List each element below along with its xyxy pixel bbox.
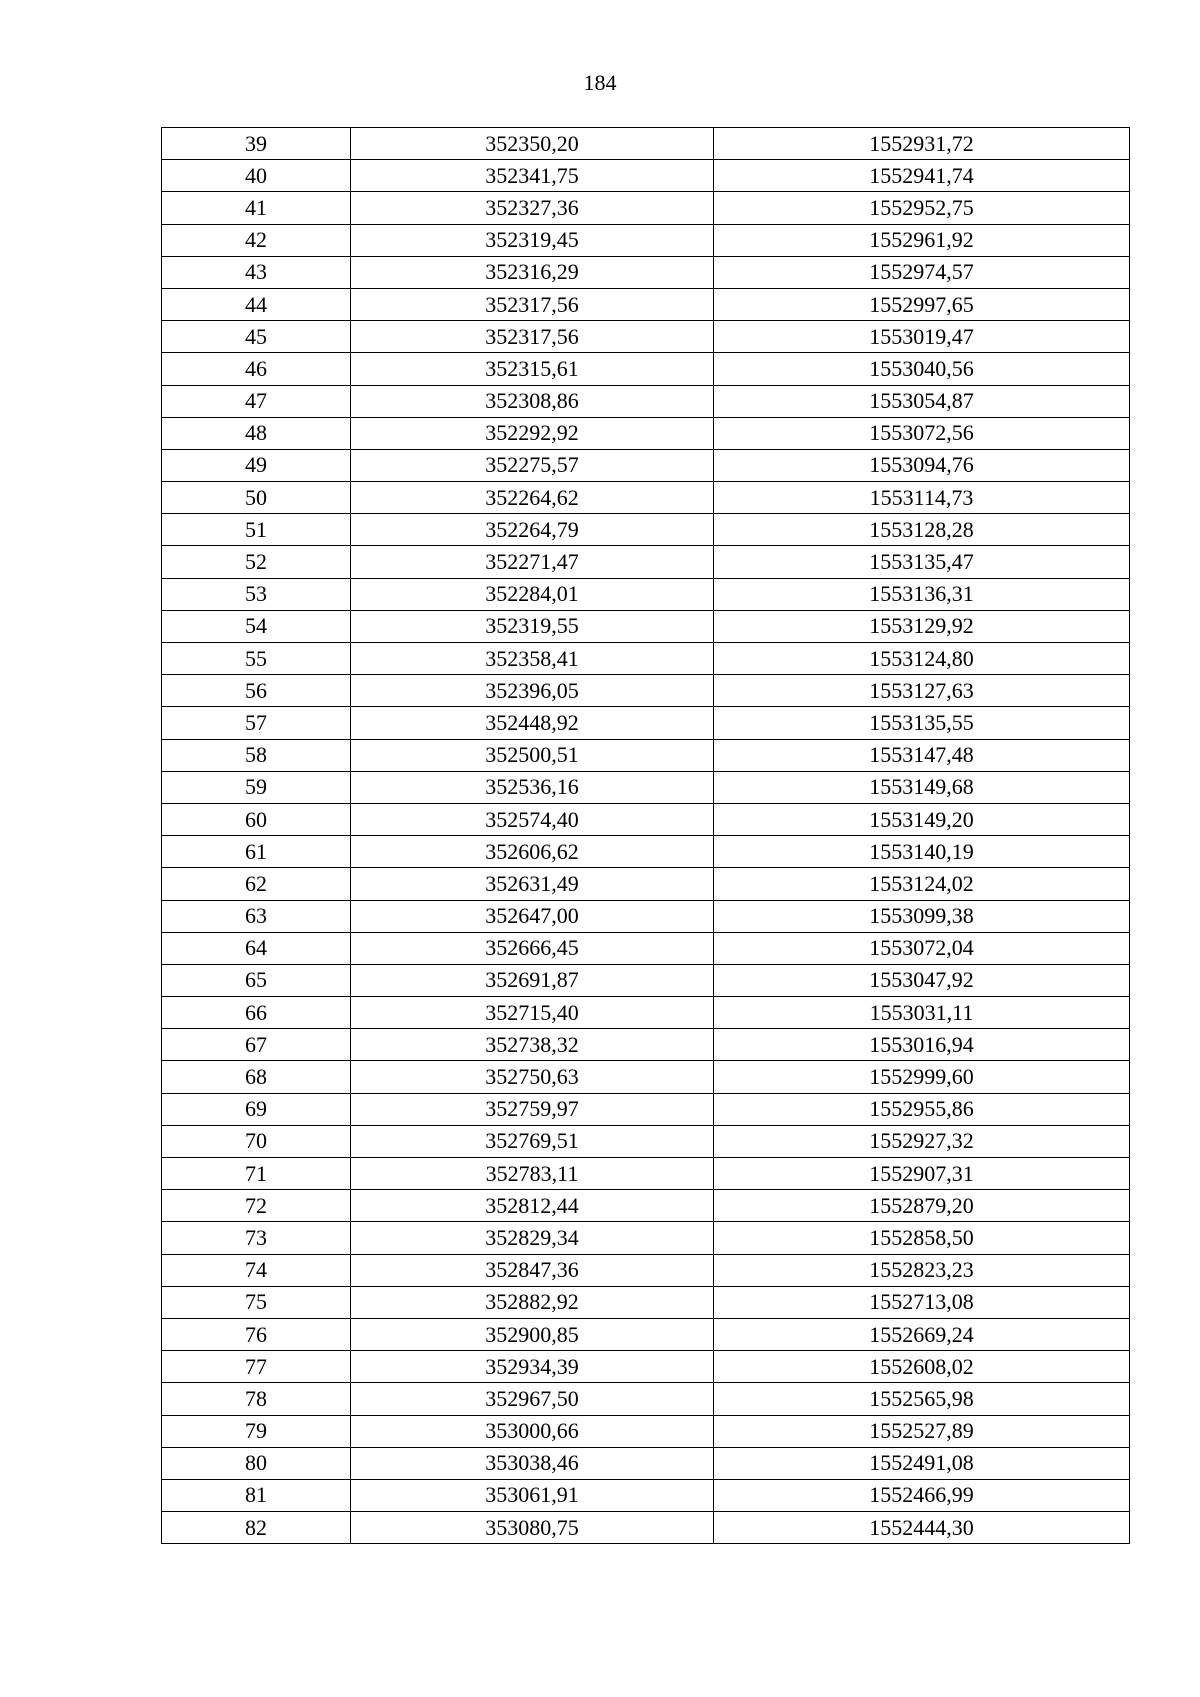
x-coordinate-cell: 352317,56 — [351, 321, 714, 353]
y-coordinate-cell: 1552858,50 — [714, 1222, 1130, 1254]
table-row — [162, 1383, 1130, 1415]
point-number-cell: 53 — [162, 578, 351, 610]
point-number-cell: 67 — [162, 1029, 351, 1061]
point-number-cell: 48 — [162, 417, 351, 449]
table-row — [162, 578, 1130, 610]
point-number-cell: 42 — [162, 224, 351, 256]
y-coordinate-cell: 1553135,55 — [714, 707, 1130, 739]
point-number-cell: 60 — [162, 803, 351, 835]
y-coordinate-cell: 1552999,60 — [714, 1061, 1130, 1093]
y-coordinate-cell: 1552669,24 — [714, 1318, 1130, 1350]
x-coordinate-cell: 352647,00 — [351, 900, 714, 932]
table-row — [162, 803, 1130, 835]
y-coordinate-cell: 1553031,11 — [714, 997, 1130, 1029]
table-row — [162, 288, 1130, 320]
y-coordinate-cell: 1553047,92 — [714, 964, 1130, 996]
x-coordinate-cell: 352738,32 — [351, 1029, 714, 1061]
table-row — [162, 417, 1130, 449]
table-row — [162, 1093, 1130, 1125]
y-coordinate-cell: 1553016,94 — [714, 1029, 1130, 1061]
table-row — [162, 675, 1130, 707]
y-coordinate-cell: 1553114,73 — [714, 482, 1130, 514]
y-coordinate-cell: 1552941,74 — [714, 160, 1130, 192]
x-coordinate-cell: 352319,45 — [351, 224, 714, 256]
table-row — [162, 1029, 1130, 1061]
y-coordinate-cell: 1553149,20 — [714, 803, 1130, 835]
table-row — [162, 449, 1130, 481]
point-number-cell: 71 — [162, 1158, 351, 1190]
x-coordinate-cell: 352448,92 — [351, 707, 714, 739]
y-coordinate-cell: 1553129,92 — [714, 610, 1130, 642]
table-row — [162, 739, 1130, 771]
x-coordinate-cell: 352750,63 — [351, 1061, 714, 1093]
point-number-cell: 78 — [162, 1383, 351, 1415]
point-number-cell: 52 — [162, 546, 351, 578]
point-number-cell: 59 — [162, 771, 351, 803]
table-row — [162, 1415, 1130, 1447]
table-row — [162, 1222, 1130, 1254]
x-coordinate-cell: 352292,92 — [351, 417, 714, 449]
point-number-cell: 74 — [162, 1254, 351, 1286]
y-coordinate-cell: 1553124,02 — [714, 868, 1130, 900]
x-coordinate-cell: 352606,62 — [351, 836, 714, 868]
y-coordinate-cell: 1552879,20 — [714, 1190, 1130, 1222]
y-coordinate-cell: 1552997,65 — [714, 288, 1130, 320]
x-coordinate-cell: 353080,75 — [351, 1512, 714, 1544]
x-coordinate-cell: 352315,61 — [351, 353, 714, 385]
point-number-cell: 81 — [162, 1479, 351, 1511]
y-coordinate-cell: 1553135,47 — [714, 546, 1130, 578]
y-coordinate-cell: 1552961,92 — [714, 224, 1130, 256]
point-number-cell: 69 — [162, 1093, 351, 1125]
coordinates-table — [161, 127, 1130, 1544]
table-row — [162, 932, 1130, 964]
x-coordinate-cell: 352847,36 — [351, 1254, 714, 1286]
x-coordinate-cell: 352631,49 — [351, 868, 714, 900]
y-coordinate-cell: 1553094,76 — [714, 449, 1130, 481]
table-row — [162, 836, 1130, 868]
table-row — [162, 321, 1130, 353]
y-coordinate-cell: 1552713,08 — [714, 1286, 1130, 1318]
point-number-cell: 45 — [162, 321, 351, 353]
point-number-cell: 61 — [162, 836, 351, 868]
x-coordinate-cell: 352759,97 — [351, 1093, 714, 1125]
y-coordinate-cell: 1552608,02 — [714, 1351, 1130, 1383]
x-coordinate-cell: 352271,47 — [351, 546, 714, 578]
table-row — [162, 643, 1130, 675]
x-coordinate-cell: 352500,51 — [351, 739, 714, 771]
x-coordinate-cell: 352829,34 — [351, 1222, 714, 1254]
x-coordinate-cell: 352396,05 — [351, 675, 714, 707]
table-row — [162, 192, 1130, 224]
point-number-cell: 44 — [162, 288, 351, 320]
point-number-cell: 63 — [162, 900, 351, 932]
y-coordinate-cell: 1553019,47 — [714, 321, 1130, 353]
table-row — [162, 256, 1130, 288]
table-row — [162, 1351, 1130, 1383]
table-row — [162, 1158, 1130, 1190]
table-row — [162, 707, 1130, 739]
point-number-cell: 77 — [162, 1351, 351, 1383]
y-coordinate-cell: 1552974,57 — [714, 256, 1130, 288]
x-coordinate-cell: 352691,87 — [351, 964, 714, 996]
point-number-cell: 51 — [162, 514, 351, 546]
table-row — [162, 128, 1130, 160]
y-coordinate-cell: 1552907,31 — [714, 1158, 1130, 1190]
table-row — [162, 546, 1130, 578]
x-coordinate-cell: 352350,20 — [351, 128, 714, 160]
y-coordinate-cell: 1552931,72 — [714, 128, 1130, 160]
y-coordinate-cell: 1553140,19 — [714, 836, 1130, 868]
table-row — [162, 482, 1130, 514]
y-coordinate-cell: 1553054,87 — [714, 385, 1130, 417]
y-coordinate-cell: 1553149,68 — [714, 771, 1130, 803]
point-number-cell: 56 — [162, 675, 351, 707]
x-coordinate-cell: 352882,92 — [351, 1286, 714, 1318]
table-row — [162, 160, 1130, 192]
x-coordinate-cell: 352317,56 — [351, 288, 714, 320]
table-row — [162, 1190, 1130, 1222]
point-number-cell: 57 — [162, 707, 351, 739]
table-row — [162, 1254, 1130, 1286]
table-row — [162, 1125, 1130, 1157]
point-number-cell: 80 — [162, 1447, 351, 1479]
table-row — [162, 771, 1130, 803]
y-coordinate-cell: 1552466,99 — [714, 1479, 1130, 1511]
y-coordinate-cell: 1552955,86 — [714, 1093, 1130, 1125]
x-coordinate-cell: 352284,01 — [351, 578, 714, 610]
point-number-cell: 64 — [162, 932, 351, 964]
x-coordinate-cell: 353061,91 — [351, 1479, 714, 1511]
y-coordinate-cell: 1553127,63 — [714, 675, 1130, 707]
point-number-cell: 46 — [162, 353, 351, 385]
y-coordinate-cell: 1552823,23 — [714, 1254, 1130, 1286]
point-number-cell: 54 — [162, 610, 351, 642]
point-number-cell: 66 — [162, 997, 351, 1029]
point-number-cell: 62 — [162, 868, 351, 900]
table-row — [162, 1512, 1130, 1544]
point-number-cell: 58 — [162, 739, 351, 771]
x-coordinate-cell: 352327,36 — [351, 192, 714, 224]
x-coordinate-cell: 352308,86 — [351, 385, 714, 417]
x-coordinate-cell: 352536,16 — [351, 771, 714, 803]
point-number-cell: 73 — [162, 1222, 351, 1254]
point-number-cell: 70 — [162, 1125, 351, 1157]
point-number-cell: 65 — [162, 964, 351, 996]
page-number: 184 — [583, 70, 617, 95]
x-coordinate-cell: 352769,51 — [351, 1125, 714, 1157]
y-coordinate-cell: 1553124,80 — [714, 643, 1130, 675]
x-coordinate-cell: 352715,40 — [351, 997, 714, 1029]
table-row — [162, 224, 1130, 256]
table-row — [162, 900, 1130, 932]
table-row — [162, 1286, 1130, 1318]
point-number-cell: 50 — [162, 482, 351, 514]
x-coordinate-cell: 352812,44 — [351, 1190, 714, 1222]
y-coordinate-cell: 1552527,89 — [714, 1415, 1130, 1447]
x-coordinate-cell: 352666,45 — [351, 932, 714, 964]
y-coordinate-cell: 1553072,56 — [714, 417, 1130, 449]
y-coordinate-cell: 1552491,08 — [714, 1447, 1130, 1479]
table-row — [162, 1318, 1130, 1350]
table-row — [162, 1061, 1130, 1093]
x-coordinate-cell: 352341,75 — [351, 160, 714, 192]
y-coordinate-cell: 1552927,32 — [714, 1125, 1130, 1157]
point-number-cell: 43 — [162, 256, 351, 288]
x-coordinate-cell: 352934,39 — [351, 1351, 714, 1383]
point-number-cell: 49 — [162, 449, 351, 481]
y-coordinate-cell: 1553136,31 — [714, 578, 1130, 610]
point-number-cell: 76 — [162, 1318, 351, 1350]
table-row — [162, 514, 1130, 546]
y-coordinate-cell: 1553099,38 — [714, 900, 1130, 932]
x-coordinate-cell: 352264,79 — [351, 514, 714, 546]
table-row — [162, 1447, 1130, 1479]
point-number-cell: 40 — [162, 160, 351, 192]
point-number-cell: 39 — [162, 128, 351, 160]
point-number-cell: 82 — [162, 1512, 351, 1544]
x-coordinate-cell: 352275,57 — [351, 449, 714, 481]
table-row — [162, 1479, 1130, 1511]
y-coordinate-cell: 1552565,98 — [714, 1383, 1130, 1415]
y-coordinate-cell: 1553147,48 — [714, 739, 1130, 771]
point-number-cell: 47 — [162, 385, 351, 417]
y-coordinate-cell: 1553128,28 — [714, 514, 1130, 546]
x-coordinate-cell: 352967,50 — [351, 1383, 714, 1415]
point-number-cell: 79 — [162, 1415, 351, 1447]
x-coordinate-cell: 352783,11 — [351, 1158, 714, 1190]
point-number-cell: 68 — [162, 1061, 351, 1093]
point-number-cell: 72 — [162, 1190, 351, 1222]
x-coordinate-cell: 353000,66 — [351, 1415, 714, 1447]
coordinates-table-body — [162, 128, 1130, 1544]
y-coordinate-cell: 1553040,56 — [714, 353, 1130, 385]
table-row — [162, 997, 1130, 1029]
table-row — [162, 385, 1130, 417]
x-coordinate-cell: 352319,55 — [351, 610, 714, 642]
x-coordinate-cell: 353038,46 — [351, 1447, 714, 1479]
table-row — [162, 610, 1130, 642]
x-coordinate-cell: 352574,40 — [351, 803, 714, 835]
table-row — [162, 964, 1130, 996]
y-coordinate-cell: 1553072,04 — [714, 932, 1130, 964]
table-row — [162, 868, 1130, 900]
table-row — [162, 353, 1130, 385]
x-coordinate-cell: 352264,62 — [351, 482, 714, 514]
y-coordinate-cell: 1552444,30 — [714, 1512, 1130, 1544]
x-coordinate-cell: 352358,41 — [351, 643, 714, 675]
x-coordinate-cell: 352316,29 — [351, 256, 714, 288]
y-coordinate-cell: 1552952,75 — [714, 192, 1130, 224]
point-number-cell: 41 — [162, 192, 351, 224]
point-number-cell: 75 — [162, 1286, 351, 1318]
point-number-cell: 55 — [162, 643, 351, 675]
x-coordinate-cell: 352900,85 — [351, 1318, 714, 1350]
